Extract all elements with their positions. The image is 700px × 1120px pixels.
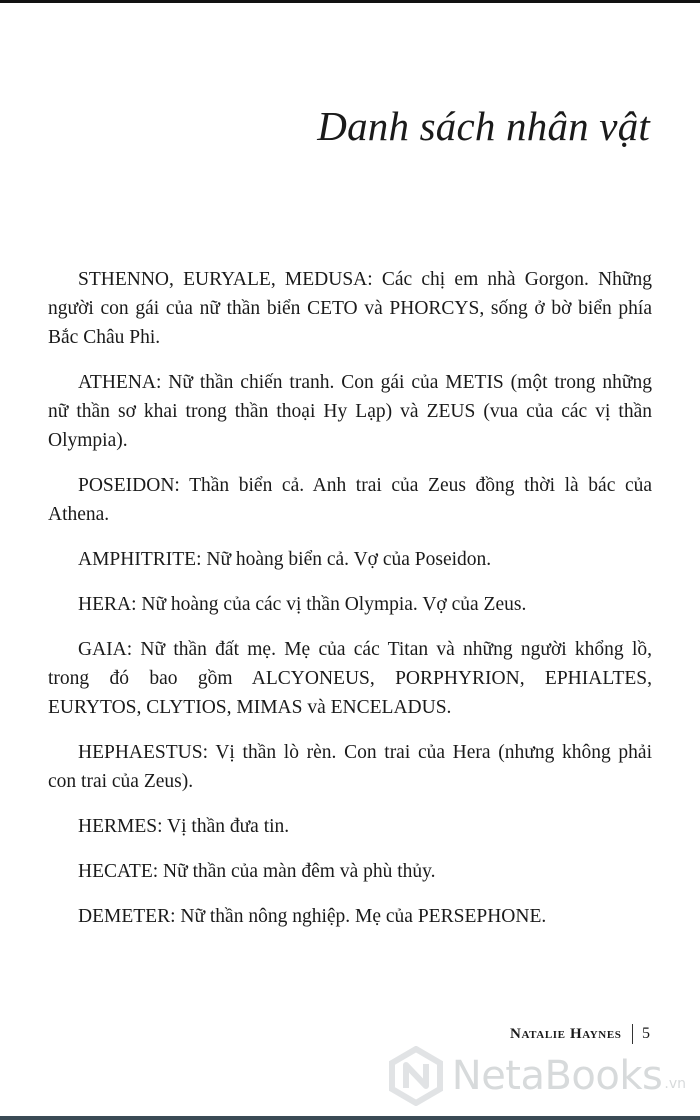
character-entry-hera: HERA: Nữ hoàng của các vị thần Olympia. Vợ của Zeus. — [78, 594, 527, 615]
character-entry-amphitrite: AMPHITRITE: Nữ hoàng biển cả. Vợ của Poseidon. — [78, 549, 492, 570]
footer-divider — [632, 1024, 634, 1044]
netabooks-logo-icon — [386, 1046, 446, 1106]
watermark-brand: NetaBooks — [451, 1053, 663, 1099]
page-edge-bottom — [0, 1116, 700, 1120]
character-entry-hephaestus: HEPHAESTUS: Vị thần lò rèn. Con trai của Hera (nhưng không phải con trai của Zeus). — [48, 742, 652, 792]
page-number: 5 — [642, 1025, 650, 1042]
page-title: Danh sách nhân vật — [317, 103, 650, 149]
page-edge-top — [0, 0, 700, 3]
character-entry-gaia: GAIA: Nữ thần đất mẹ. Mẹ của các Titan và những người khổng lồ, trong đó bao gồm ALCYONEUS, PORPHYRION, EPHIALTES, EURYTOS, CLYTIOS, MIMAS và ENCELADUS. — [48, 639, 652, 718]
footer-author: Natalie Haynes — [510, 1025, 622, 1042]
character-entry-hecate: HECATE: Nữ thần của màn đêm và phù thủy. — [78, 861, 436, 882]
character-entry-demeter: DEMETER: Nữ thần nông nghiệp. Mẹ của PERSEPHONE. — [78, 906, 547, 927]
character-entry-poseidon: POSEIDON: Thần biển cả. Anh trai của Zeus đồng thời là bác của Athena. — [48, 475, 652, 525]
character-entry-athena: ATHENA: Nữ thần chiến tranh. Con gái của METIS (một trong những nữ thần sơ khai trong thần thoại Hy Lạp) và ZEUS (vua của các vị thần Olympia). — [48, 372, 652, 451]
character-entry-gorgons: STHENNO, EURYALE, MEDUSA: Các chị em nhà Gorgon. Những người con gái của nữ thần biển CETO và PHORCYS, sống ở bờ biển phía Bắc Châu Phi. — [48, 269, 652, 348]
watermark — [386, 1046, 686, 1106]
page-footer — [510, 1024, 650, 1044]
watermark-suffix: .vn — [664, 1076, 686, 1092]
character-list — [48, 265, 652, 947]
character-entry-hermes: HERMES: Vị thần đưa tin. — [78, 816, 290, 837]
